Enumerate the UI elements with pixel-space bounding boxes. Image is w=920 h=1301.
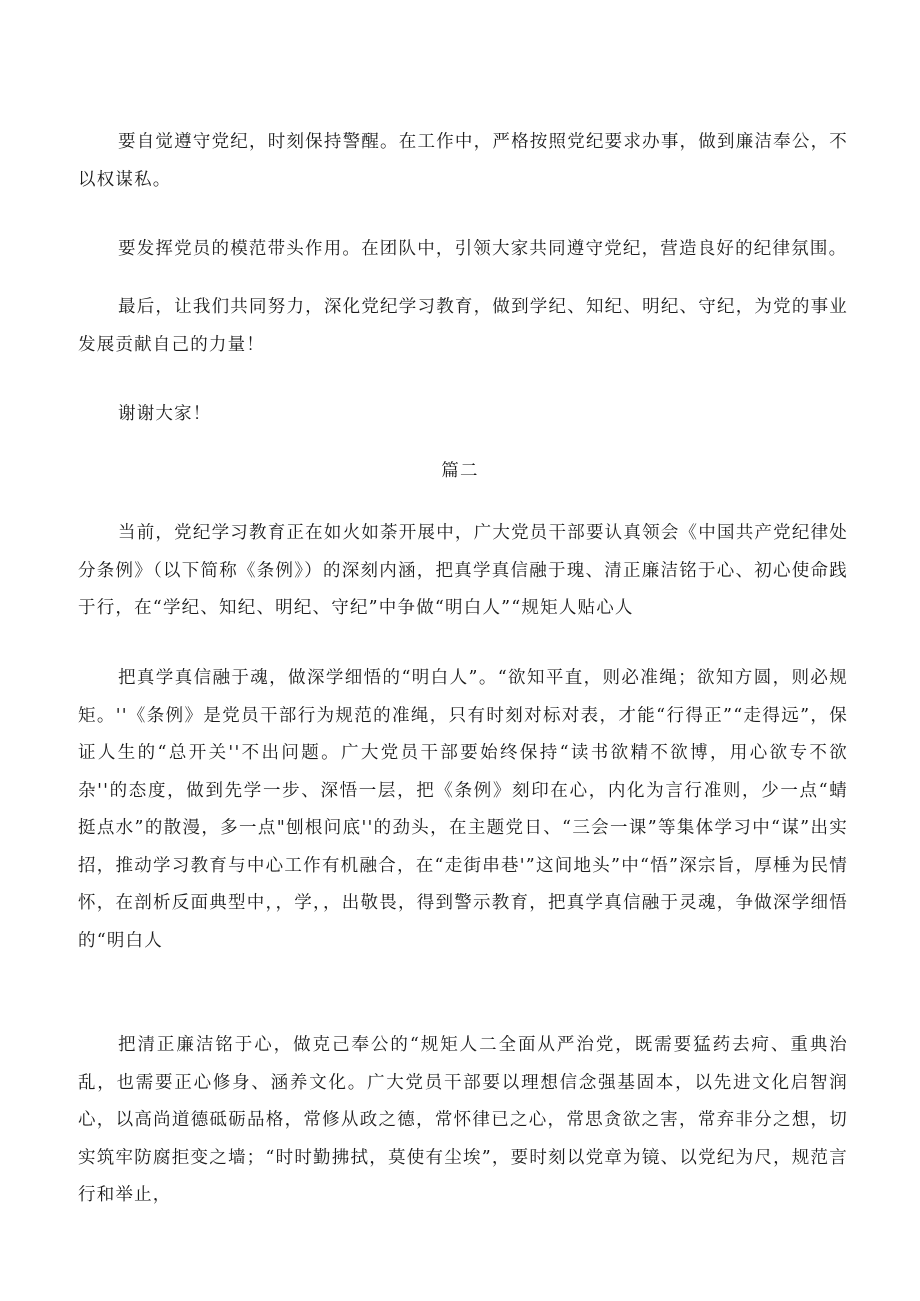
paragraph: 把清正廉洁铭于心，做克己奉公的“规矩人二全面从严治党，既需要猛药去疴、重典治乱，也需要正心修身、涵养文化。广大党员干部要以理想信念强基固本，以先进文化启智润心，以高尚道德砥砺品格，常修从政之德，常怀律已之心，常思贪欲之害，常弃非分之想，切实筑牢防腐拒变之墙；“时时勤拂拭，莫使有尘埃”，要时刻以党章为镜、以党纪为尺，规范言行和举止， [78,1035,848,1205]
paragraph: 把真学真信融于魂，做深学细悟的“明白人”。“欲知平直，则必准绳；欲知方圆，则必规矩。''《条例》是党员干部行为规范的准绳，只有时刻对标对表，才能“行得正”“走得远”，保证人生的“总开关''不出问题。广大党员干部要始终保持“读书欲精不欲博，用心欲专不欲杂''的态度，做到先学一步、深悟一层，把《条例》刻印在心，内化为言行准则，少一点“蜻挺点水”的散漫，多一点"刨根问底''的劲头，在主题党日、“三会一课”等集体学习中“谋”出实招，推动学习教育与中心工作有机融合，在“走街串巷'”这间地头”中“悟”深宗旨，厚棰为民情怀，在剖析反面典型中，，学，，出敬畏，得到警示教育，把真学真信融于灵魂，争做深学细悟的“明白人 [78,668,848,951]
paragraph: 要自觉遵守党纪，时刻保持警醒。在工作中，严格按照党纪要求办事，做到廉洁奉公，不以权谋私。 [78,132,848,190]
section-title: 篇二 [441,461,479,481]
paragraph: 谢谢大家！ [118,404,212,424]
paragraph: 当前，党纪学习教育正在如火如荼开展中，广大党员干部要认真领会《中国共产党纪律处分条例》（以下简称《条例》）的深刻内涵，把真学真信融于瑰、清正廉洁铭于心、初心使命践于行，在“学纪、知纪、明纪、守纪”中争做“明白人”“规矩人贴心人 [78,523,848,618]
paragraph: 要发挥党员的模范带头作用。在团队中，引领大家共同遵守党纪，营造良好的纪律氛围。 [118,239,848,259]
paragraph: 最后，让我们共同努力，深化党纪学习教育，做到学纪、知纪、明纪、守纪，为党的事业发展贡献自己的力量！ [78,297,848,355]
